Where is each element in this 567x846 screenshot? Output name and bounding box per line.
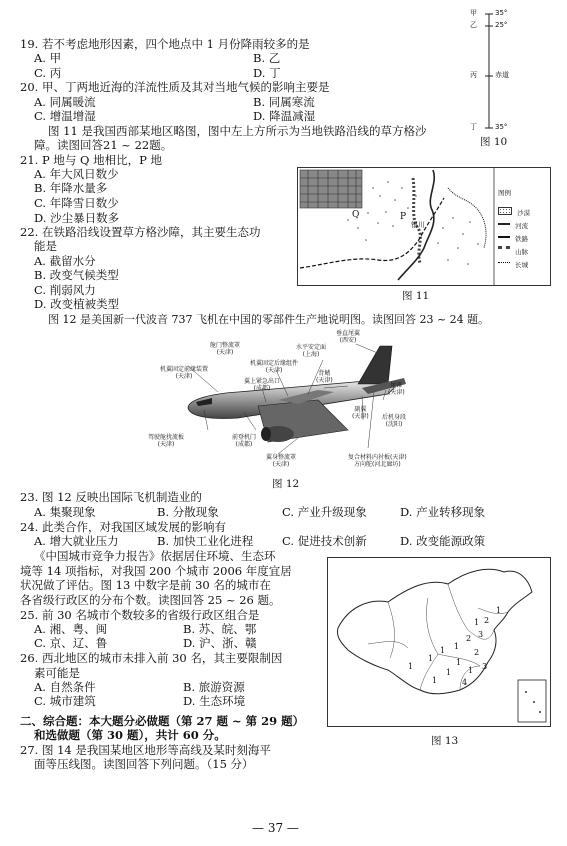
- fig12-label-overwing-exit: 翼上紧急出口 (成都): [244, 378, 281, 392]
- fig13-count-5: 2: [466, 634, 472, 643]
- q22-stem-line2: 能是: [34, 239, 57, 253]
- q23-option-b: B. 分散现象: [157, 505, 219, 519]
- figure-10: [470, 8, 550, 148]
- section2-heading-line2: 和选做题（第 30 题），共计 60 分。: [34, 728, 226, 742]
- fig10-lat-35s: 35°: [495, 123, 508, 131]
- fig13-china-outline: [328, 558, 550, 726]
- q23-option-d: D. 产业转移现象: [400, 505, 486, 519]
- legend-desert-swatch: [498, 207, 512, 215]
- fig12-label-aileron: 副翼 (天津): [352, 406, 369, 420]
- legend-great-wall: 长城: [498, 252, 530, 265]
- fig12-airplane-drawing: [148, 330, 428, 470]
- fig13-intro-line2: 境等 14 项指标，对我国 200 个城市 2006 年度宜居: [20, 564, 292, 578]
- figure-12: [148, 330, 428, 470]
- fig13-count-9: 1: [428, 654, 434, 663]
- q26-stem-line2: 素可能是: [34, 666, 80, 680]
- fig13-count-12: 1: [446, 668, 452, 677]
- fig11-label-q: Q: [352, 210, 360, 220]
- fig12-label-aft-fuselage: 后机身段 (沈阳): [382, 414, 407, 428]
- q19-option-c: C. 丙: [34, 66, 62, 80]
- page-number: — 37 —: [252, 821, 299, 835]
- fig12-label-front-door: 前登机门 (成都): [232, 434, 257, 448]
- fig11-legend: [498, 200, 531, 269]
- q26-option-a: A. 自然条件: [34, 680, 96, 694]
- figure-10-latitude-line: [470, 8, 550, 148]
- fig12-label-fixed-trailing-edge: 机翼固定后缘组件 (天津): [250, 360, 299, 374]
- q21-option-b: B. 年降水量多: [34, 181, 108, 195]
- q26-option-d: D. 生态环境: [183, 694, 246, 708]
- fig12-label-cockpit-spoiler: 驾驶舱扰流板 (天津): [148, 434, 185, 448]
- q25-option-c: C. 京、辽、鲁: [34, 636, 108, 650]
- q26-stem-line1: 26. 西北地区的城市未排入前 30 名，其主要限制因: [20, 651, 283, 665]
- fig13-intro-line3: 状况做了评估。图 13 中数字是前 30 名的城市在: [20, 578, 271, 592]
- fig13-count-7: 1: [440, 646, 446, 655]
- q20-option-c: C. 增温增湿: [34, 109, 96, 123]
- legend-desert: 沙漠: [498, 200, 530, 213]
- q27-line2: 面等压线图。读图回答下列问题。（15 分）: [34, 757, 254, 771]
- figure-13-caption: 图 13: [431, 735, 459, 747]
- q19-stem: 19. 若不考虑地形因素，四个地点中 1 月份降雨较多的是: [20, 37, 310, 51]
- legend-river-swatch: [498, 223, 510, 225]
- q25-option-d: D. 沪、浙、赣: [183, 636, 257, 650]
- q23-option-c: C. 产业升级现象: [282, 505, 367, 519]
- q26-option-b: B. 旅游资源: [183, 680, 245, 694]
- fig13-count-16: 4: [462, 678, 468, 687]
- q24-option-d: D. 改变能源政策: [400, 534, 486, 548]
- q24-option-b: B. 加快工业化进程: [157, 534, 254, 548]
- fig10-point-jia: 甲: [470, 9, 477, 17]
- fig13-count-13: 1: [468, 666, 474, 675]
- q19-option-a: A. 甲: [34, 51, 62, 65]
- q23-stem: 23. 图 12 反映出国际飞机制造业的: [20, 490, 202, 504]
- fig12-label-fixed-leading-edge: 机翼固定前缘装置 (天津): [160, 366, 209, 380]
- fig13-count-15: 1: [432, 676, 438, 685]
- fig11-label-p: P: [400, 212, 407, 222]
- q21-option-a: A. 年大风日数少: [34, 167, 119, 181]
- q25-option-b: B. 苏、皖、鄂: [183, 622, 257, 636]
- q25-option-a: A. 湘、粤、闽: [34, 622, 108, 636]
- fig12-label-tail-cone: 尾锥 (天津): [388, 382, 405, 396]
- figure-11-map: [297, 167, 551, 286]
- fig11-legend-title: 图例: [498, 189, 511, 197]
- q24-stem: 24. 此类合作，对我国区域发展的影响有: [20, 520, 226, 534]
- figure-10-caption: 图 10: [480, 136, 508, 148]
- legend-railway: 铁路: [498, 226, 530, 239]
- fig11-city-label: 银川: [411, 221, 425, 229]
- q27-line1: 27. 图 14 是我国某地区地形等高线及某时刻海平: [20, 743, 271, 757]
- fig12-label-dorsal-fin: 背鳍 (天津): [316, 370, 333, 384]
- q22-option-b: B. 改变气候类型: [34, 268, 119, 282]
- q21-option-d: D. 沙尘暴日数多: [34, 211, 120, 225]
- fig13-count-11: 1: [408, 662, 414, 671]
- legend-wall-swatch: [498, 262, 510, 263]
- fig12-label-vertical-tail: 垂直尾翼 (西安): [336, 330, 361, 344]
- legend-mountain: 山脉: [498, 239, 530, 252]
- fig13-intro-line1: 《中国城市竞争力报告》依据居住环境、生态环: [34, 549, 276, 563]
- q22-stem-line1: 22. 在铁路沿线设置草方格沙障，其主要生态功: [20, 225, 261, 239]
- q20-option-d: D. 降温减湿: [253, 109, 316, 123]
- fig13-count-2: 2: [484, 616, 490, 625]
- q19-option-b: B. 乙: [253, 51, 281, 65]
- fig10-lat-25n: 25°: [495, 21, 508, 29]
- fig10-equator-label: 赤道: [495, 71, 509, 79]
- fig12-label-horizontal-stabilizer: 水平安定面 (上海): [296, 344, 327, 358]
- fig10-point-bing: 丙: [470, 71, 477, 79]
- fig11-intro-line2: 障。读图回答21 ~ 22题。: [34, 138, 173, 152]
- fig12-label-wing-body-fairing: 翼身整流罩 (天津): [266, 454, 297, 468]
- q19-option-d: D. 丁: [253, 66, 281, 80]
- fig13-count-10: 1: [456, 658, 462, 667]
- fig12-label-composite-rudder: 复合材料内衬板(天津) 方向舵(河北廊坊): [348, 454, 407, 468]
- fig10-point-yi: 乙: [470, 21, 477, 29]
- fig13-count-14: 3: [482, 662, 488, 671]
- section2-heading-line1: 二、综合题：本大题分必做题（第 27 题 ~ 第 29 题）: [20, 714, 305, 728]
- fig13-intro-line4: 各省级行政区的分布个数。读图回答 25 ~ 26 题。: [20, 593, 281, 607]
- q22-option-a: A. 截留水分: [34, 254, 96, 268]
- q20-option-b: B. 同属寒流: [253, 95, 315, 109]
- q24-option-a: A. 增大就业压力: [34, 534, 119, 548]
- q21-option-c: C. 年降雪日数少: [34, 196, 119, 210]
- fig13-count-4: 3: [478, 630, 484, 639]
- fig12-label-door-fairing: 舱门整流罩 (天津): [210, 342, 241, 356]
- q22-option-d: D. 改变植被类型: [34, 297, 120, 311]
- q25-stem: 25. 前 30 名城市个数较多的省级行政区组合是: [20, 608, 260, 622]
- fig10-lat-35n: 35°: [495, 9, 508, 17]
- q21-stem: 21. P 地与 Q 地相比，P 地: [20, 153, 162, 167]
- fig13-count-1: 1: [496, 606, 502, 615]
- q26-option-c: C. 城市建筑: [34, 694, 96, 708]
- figure-12-caption: 图 12: [272, 478, 300, 490]
- fig10-point-ding: 丁: [470, 123, 477, 131]
- q24-option-c: C. 促进技术创新: [282, 534, 367, 548]
- figure-11-caption: 图 11: [402, 290, 430, 302]
- fig13-count-3: 1: [474, 618, 480, 627]
- fig11-intro-line1: 图 11 是我国西部某地区略图，图中左上方所示为当地铁路沿线的草方格沙: [48, 124, 427, 138]
- fig13-count-6: 1: [454, 642, 460, 651]
- fig12-intro: 图 12 是美国新一代波音 737 飞机在中国的零部件生产地说明图。读图回答 23 ~ 24 题。: [48, 313, 490, 326]
- figure-13-map: [327, 557, 551, 727]
- legend-river: 河流: [498, 213, 530, 226]
- q20-stem: 20. 甲、丁两地近海的洋流性质及其对当地气候的影响主要是: [20, 80, 330, 94]
- legend-railway-swatch: [498, 236, 510, 238]
- q23-option-a: A. 集聚现象: [34, 505, 96, 519]
- fig13-count-8: 2: [474, 648, 480, 657]
- q20-option-a: A. 同属暖流: [34, 95, 96, 109]
- q22-option-c: C. 削弱风力: [34, 283, 96, 297]
